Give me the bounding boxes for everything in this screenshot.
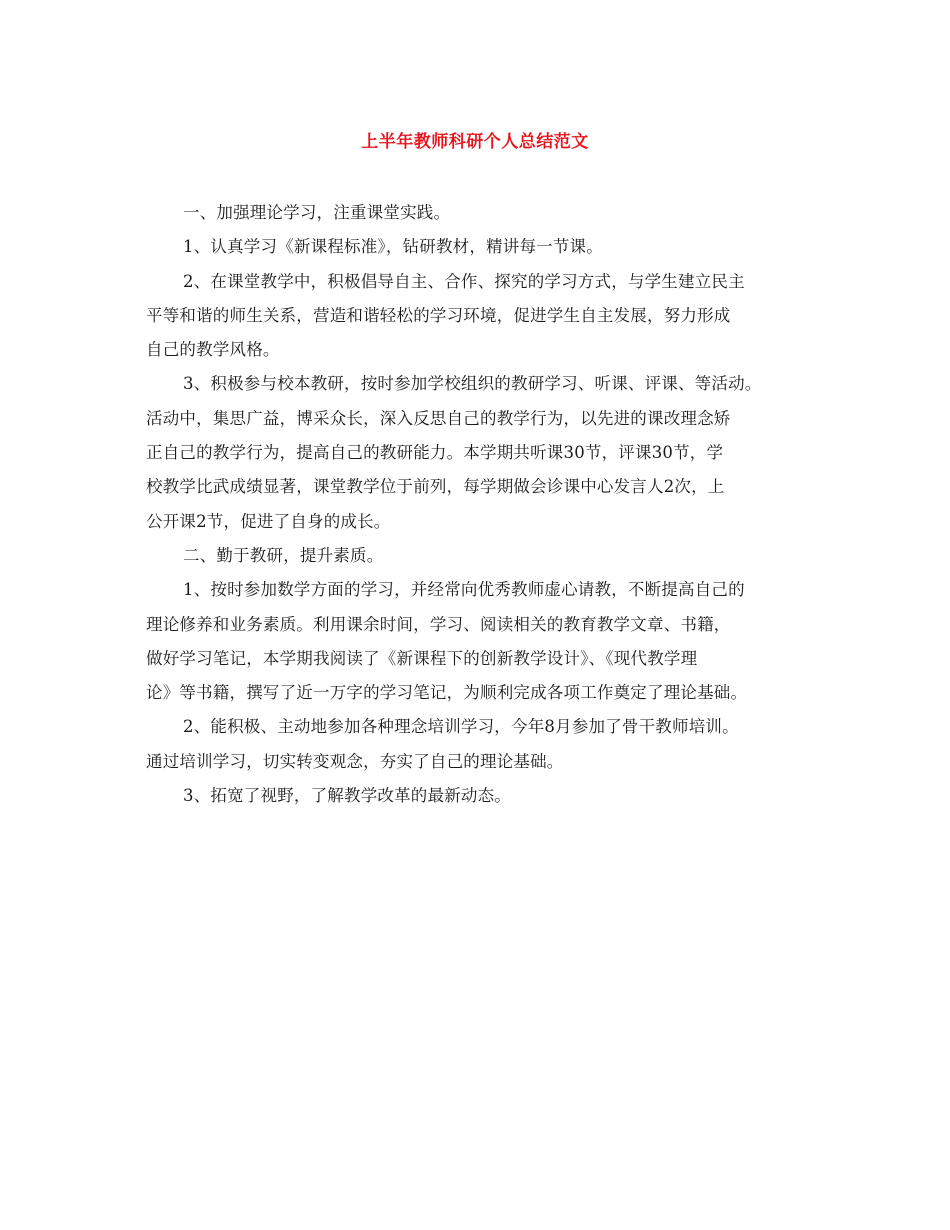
text-line: 一、加强理论学习，注重课堂实践。 bbox=[183, 203, 451, 222]
text-line: 1、认真学习《新课程标准》，钻研教材，精讲每一节课。 bbox=[183, 237, 603, 257]
text-line: 校教学比武成绩显著，课堂教学位于前列，每学期做会诊课中心发言人2次，上 bbox=[146, 477, 725, 497]
document-title: 上半年教师科研个人总结范文 bbox=[361, 132, 589, 152]
text-line: 正自己的教学行为，提高自己的教研能力。本学期共听课30节，评课30节，学 bbox=[146, 443, 724, 463]
text-line: 3、积极参与校本教研，按时参加学校组织的教研学习、听课、评课、等活动。 bbox=[183, 374, 762, 394]
text-line: 理论修养和业务素质。利用课余时间，学习、阅读相关的教育教学文章、书籍， bbox=[146, 614, 731, 634]
document-body bbox=[146, 196, 826, 813]
text-line: 2、在课堂教学中，积极倡导自主、合作、探究的学习方式，与学生建立民主 bbox=[183, 271, 745, 291]
text-line: 做好学习笔记，本学期我阅读了《新课程下的创新教学设计》、《现代教学理 bbox=[146, 648, 698, 668]
text-line: 1、按时参加数学方面的学习，并经常向优秀教师虚心请教，不断提高自己的 bbox=[183, 580, 745, 600]
text-line: 二、勤于教研，提升素质。 bbox=[183, 545, 384, 565]
text-line: 3、拓宽了视野，了解教学改革的最新动态。 bbox=[183, 786, 511, 806]
text-line: 2、能积极、主动地参加各种理念培训学习，今年8月参加了骨干教师培训。 bbox=[183, 717, 739, 737]
text-line: 平等和谐的师生关系，营造和谐轻松的学习环境，促进学生自主发展，努力形成 bbox=[146, 305, 731, 325]
text-line: 自己的教学风格。 bbox=[146, 340, 280, 360]
text-line: 通过培训学习，切实转变观念，夯实了自己的理论基础。 bbox=[146, 751, 564, 771]
text-line: 活动中，集思广益，博采众长，深入反思自己的教学行为，以先进的课改理念矫 bbox=[146, 408, 731, 428]
text-line: 公开课2节，促进了自身的成长。 bbox=[146, 511, 391, 531]
text-line: 论》等书籍，撰写了近一万字的学习笔记，为顺利完成各项工作奠定了理论基础。 bbox=[146, 683, 748, 703]
